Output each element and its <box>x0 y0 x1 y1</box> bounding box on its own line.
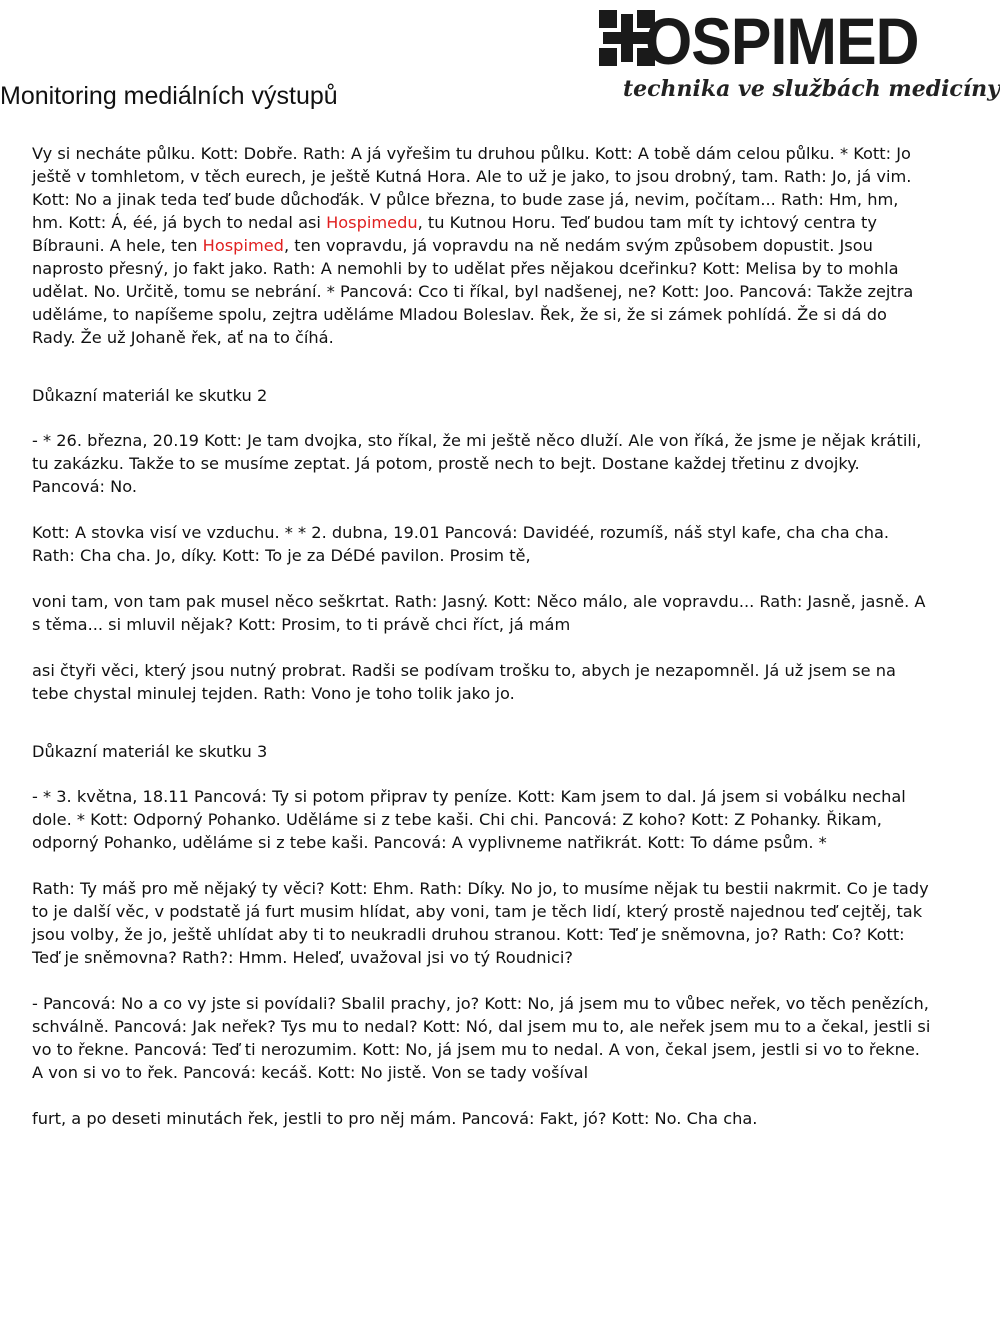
highlight-hospimedu: Hospimedu <box>326 213 418 232</box>
paragraph: Kott: A stovka visí ve vzduchu. * * 2. dubna, 19.01 Pancová: Davidéé, rozumíš, náš styl kafe, cha cha cha. Rath: Cha cha. Jo, díky. Kott: To je za DéDé pavilon. Prosim tě, <box>32 523 890 565</box>
text-segment: , ten vopravdu, já vopravdu na ně nedám svým způsobem dopustit. Jsou naprosto přesný, jo fakt jako. Rath: A nemohli by to udělat přes nějakou dceřinku? Kott: Melisa by to mohla udělat. No. Určitě, tomu se nebrání. * Pancová: Cco ti říkal, byl nadšenej, ne? Kott: Joo. Pancová: Takže zejtra uděláme, to napíšeme spolu, zejtra uděláme Mladou Boleslav. Řek, že si, že si zámek pohlídá. Že si dá do Rady. Že už Johaně řek, ať na to číhá. <box>32 236 914 347</box>
transcript-body <box>32 142 932 1130</box>
logo-tagline: technika ve službách medicíny <box>623 76 1000 102</box>
hospimed-logo <box>597 2 1000 112</box>
paragraph: Rath: Ty máš pro mě nějaký ty věci? Kott: Ehm. Rath: Díky. No jo, to musíme nějak tu bestii nakrmit. Co je tady to je další věc, v podstatě já furt musim hlídat, aby voni, tam je těch lidí, který prostě najednou teď cejtěj, tak jsou volby, že jo, ještě uhlídat aby ti to neukradli druhou stranou. Kott: Teď je sněmovna, jo? Rath: Co? Kott: Teď je sněmovna? Rath?: Hmm. Heleď, uvažoval jsi vo tý Roudnici? <box>32 879 929 967</box>
paragraph: - Pancová: No a co vy jste si povídali? Sbalil prachy, jo? Kott: No, já jsem mu to vůbec neřek, vo těch penězích, schválně. Pancová: Jak neřek? Tys mu to nedal? Kott: Nó, dal jsem mu to, ale neřek jsem mu to a čekal, jestli si vo to řekne. Pancová: Teď ti nerozumim. Kott: No, já jsem mu to nedal. A von, čekal jsem, jestli si vo to řekne. A von si vo to řek. Pancová: kecáš. Kott: No jistě. Von se tady vošíval <box>32 994 931 1082</box>
paragraph: voni tam, von tam pak musel něco seškrtat. Rath: Jasný. Kott: Něco málo, ale vopravdu... Rath: Jasně, jasně. A s těma... si mluvil nějak? Kott: Prosim, to ti právě chci říct, já mám <box>32 592 926 634</box>
highlight-hospimed: Hospimed <box>202 236 284 255</box>
logo-wordmark: OSPIMED <box>645 4 919 78</box>
text-segment: , tu Kutnou Horu. Teď budou tam mít ty ichtový centra ty Bíbrauni. A hele, ten <box>32 213 877 255</box>
section-heading-skutek-3: Důkazní materiál ke skutku 3 <box>32 742 268 761</box>
paragraph-intro <box>32 142 932 349</box>
paragraph: furt, a po deseti minutách řek, jestli to pro něj mám. Pancová: Fakt, jó? Kott: No. Cha cha. <box>32 1109 758 1128</box>
text-segment: Vy si necháte půlku. Kott: Dobře. Rath: A já vyřešim tu druhou půlku. Kott: A tobě dám celou půlku. * Kott: Jo ještě v tomhletom, v těch eurech, je ještě Kutná Hora. Ale to už je jako, to jsou drobný, tam. Rath: Jo, já vim. Kott: No a jinak teda teď bude důchoďák. V půlce března, to bude zase já, nevim, počítam... Rath: Hm, hm, hm. Kott: Á, éé, já bych to nedal asi <box>32 144 912 232</box>
paragraph: - * 3. května, 18.11 Pancová: Ty si potom připrav ty peníze. Kott: Kam jsem to dal. Já jsem si vobálku nechal dole. * Kott: Odporný Pohanko. Uděláme si z tebe kaši. Chi chi. Pancová: Z koho? Kott: Z Pohanky. Řikam, odporný Pohanko, uděláme si z tebe kaši. Pancová: A vyplivneme natřikrát. Kott: To dáme psům. * <box>32 787 906 852</box>
section-heading-skutek-2: Důkazní materiál ke skutku 2 <box>32 386 268 405</box>
paragraph: - * 26. března, 20.19 Kott: Je tam dvojka, sto říkal, že mi ještě něco dluží. Ale von říká, že jsme je nějak krátili, tu zakázku. Takže to se musíme zeptat. Já potom, prostě nech to bejt. Dostane každej třetinu z dvojky. Pancová: No. <box>32 431 922 496</box>
paragraph: asi čtyři věci, který jsou nutný probrat. Radši se podívam trošku to, abych je nezapomněl. Já už jsem se na tebe chystal minulej tejden. Rath: Vono je toho tolik jako jo. <box>32 661 896 703</box>
page-title: Monitoring mediálních výstupů <box>0 82 338 110</box>
